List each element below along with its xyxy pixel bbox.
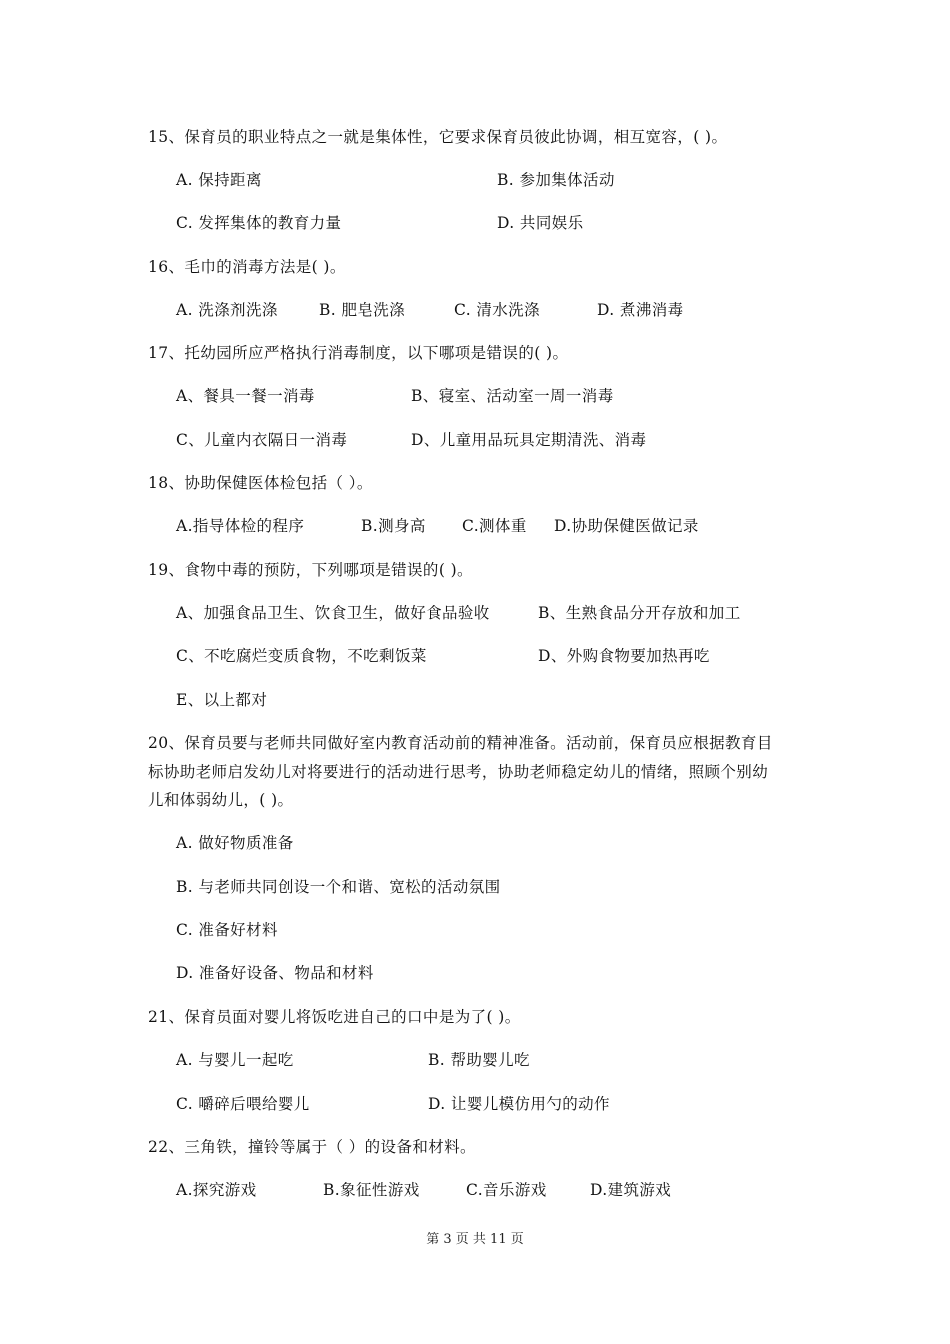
q16-option-d: D. 煮沸消毒	[597, 301, 684, 319]
q16-option-b: B. 肥皂洗涤	[319, 301, 406, 319]
q16-option-a: A. 洗涤剂洗涤	[176, 301, 278, 319]
question-20-stem-line-1: 20、保育员要与老师共同做好室内教育活动前的精神准备。活动前，保育员应根据教育目	[148, 734, 773, 752]
q19-option-e: E、以上都对	[176, 691, 268, 709]
q22-option-c: C.音乐游戏	[466, 1181, 547, 1199]
q15-option-c: C. 发挥集体的教育力量	[176, 214, 342, 232]
q18-option-d: D.协助保健医做记录	[554, 517, 699, 535]
question-18-stem: 18、协助保健医体检包括（ ）。	[148, 474, 373, 492]
question-19-stem: 19、食物中毒的预防，下列哪项是错误的( )。	[148, 561, 473, 579]
q19-option-a: A、加强食品卫生、饮食卫生，做好食品验收	[176, 604, 490, 622]
q15-option-b: B. 参加集体活动	[497, 171, 615, 189]
question-16-stem: 16、毛巾的消毒方法是( )。	[148, 258, 346, 276]
q16-option-c: C. 清水洗涤	[454, 301, 540, 319]
q20-option-b: B. 与老师共同创设一个和谐、宽松的活动氛围	[176, 878, 501, 896]
q17-option-a: A、餐具一餐一消毒	[176, 387, 315, 405]
q21-option-b: B. 帮助婴儿吃	[428, 1051, 530, 1069]
q18-option-a: A.指导体检的程序	[176, 517, 305, 535]
q20-option-a: A. 做好物质准备	[176, 834, 294, 852]
q20-option-d: D. 准备好设备、物品和材料	[176, 964, 374, 982]
q21-option-a: A. 与婴儿一起吃	[176, 1051, 294, 1069]
q19-option-c: C、不吃腐烂变质食物，不吃剩饭菜	[176, 647, 427, 665]
q17-option-c: C、儿童内衣隔日一消毒	[176, 431, 348, 449]
question-15-stem: 15、保育员的职业特点之一就是集体性，它要求保育员彼此协调，相互宽容，( )。	[148, 128, 728, 146]
q22-option-a: A.探究游戏	[176, 1181, 257, 1199]
q21-option-d: D. 让婴儿模仿用勺的动作	[428, 1095, 610, 1113]
q19-option-b: B、生熟食品分开存放和加工	[538, 604, 741, 622]
q15-option-a: A. 保持距离	[176, 171, 262, 189]
page-footer: 第 3 页 共 11 页	[426, 1232, 524, 1247]
q22-option-b: B.象征性游戏	[323, 1181, 420, 1199]
question-17-stem: 17、托幼园所应严格执行消毒制度，以下哪项是错误的( )。	[148, 344, 569, 362]
q20-option-c: C. 准备好材料	[176, 921, 278, 939]
q17-option-d: D、儿童用品玩具定期清洗、消毒	[411, 431, 647, 449]
q15-option-d: D. 共同娱乐	[497, 214, 584, 232]
q18-option-b: B.测身高	[361, 517, 426, 535]
q18-option-c: C.测体重	[462, 517, 527, 535]
question-20-stem-line-2: 标协助老师启发幼儿对将要进行的活动进行思考，协助老师稳定幼儿的情绪，照顾个别幼	[148, 763, 769, 781]
q19-option-d: D、外购食物要加热再吃	[538, 647, 710, 665]
question-22-stem: 22、三角铁，撞铃等属于（ ）的设备和材料。	[148, 1138, 476, 1156]
q22-option-d: D.建筑游戏	[590, 1181, 672, 1199]
q17-option-b: B、寝室、活动室一周一消毒	[411, 387, 614, 405]
question-20-stem-line-3: 儿和体弱幼儿，( )。	[148, 791, 294, 809]
q21-option-c: C. 嚼碎后喂给婴儿	[176, 1095, 310, 1113]
question-21-stem: 21、保育员面对婴儿将饭吃进自己的口中是为了( )。	[148, 1008, 521, 1026]
